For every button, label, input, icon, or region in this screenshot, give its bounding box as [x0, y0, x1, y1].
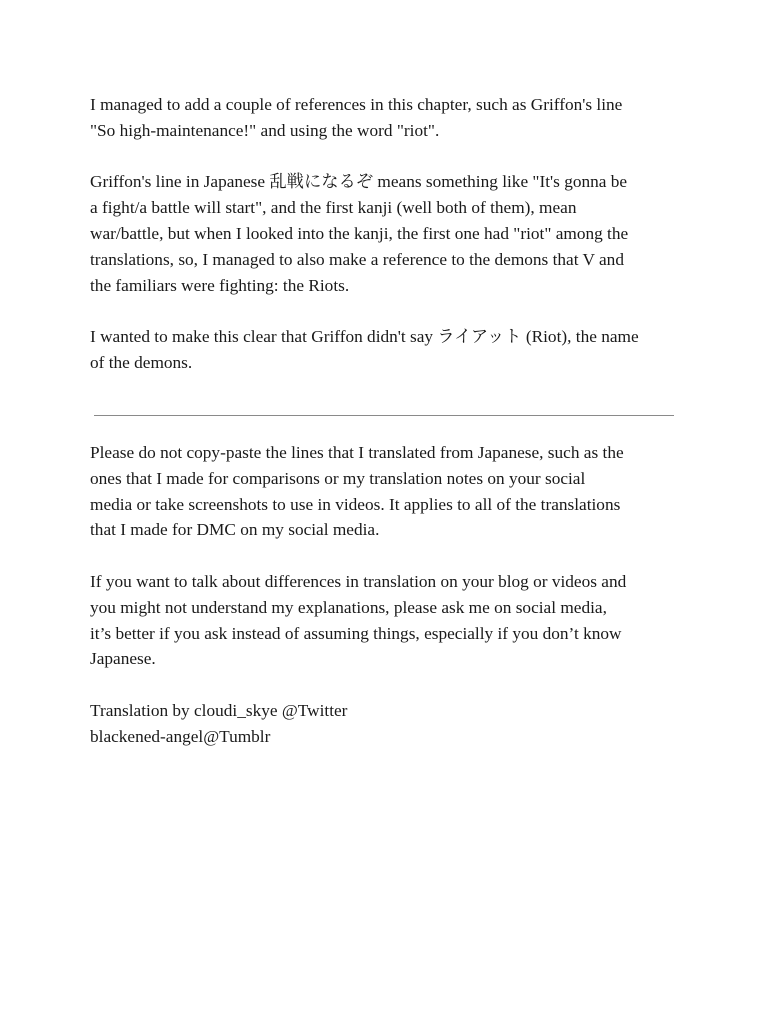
disclaimer-paragraph-copying: Please do not copy-paste the lines that I translated from Japanese, such as the ones that I made for comparisons or my translation notes on your social media or take screenshots to use in videos. It applies to all of the translations that I made for DMC on my social media.: [90, 443, 624, 540]
disclaimer-paragraph-ask: If you want to talk about differences in translation on your blog or videos and you might not understand my explanations, please ask me on social media, it’s better if you ask instead of assuming things, especially if you don’t know Japanese.: [90, 571, 627, 669]
note-paragraph-references: I managed to add a couple of references in this chapter, such as Griffon's line "So high-maintenance!" and using the word "riot".: [90, 95, 623, 140]
credits-twitter: Translation by cloudi_skye @Twitter: [90, 700, 348, 720]
note-paragraph-riot-name: I wanted to make this clear that Griffon didn't say ライアット (Riot), the name of the demons.: [90, 327, 639, 372]
note-paragraph-kanji: Griffon's line in Japanese 乱戦になるぞ means something like "It's gonna be a fight/a battle will start", and the first kanji (well both of them), mean war/battle, but when I looked into the kanji, the first one had "riot" among the translations, so, I managed to also make a reference to the demons that V and the familiars were fighting: the Riots.: [90, 172, 629, 295]
section-divider: [94, 415, 674, 416]
credits-tumblr: blackened-angel@Tumblr: [90, 726, 271, 746]
disclaimer-section: [90, 440, 690, 750]
translation-notes: [90, 92, 690, 376]
